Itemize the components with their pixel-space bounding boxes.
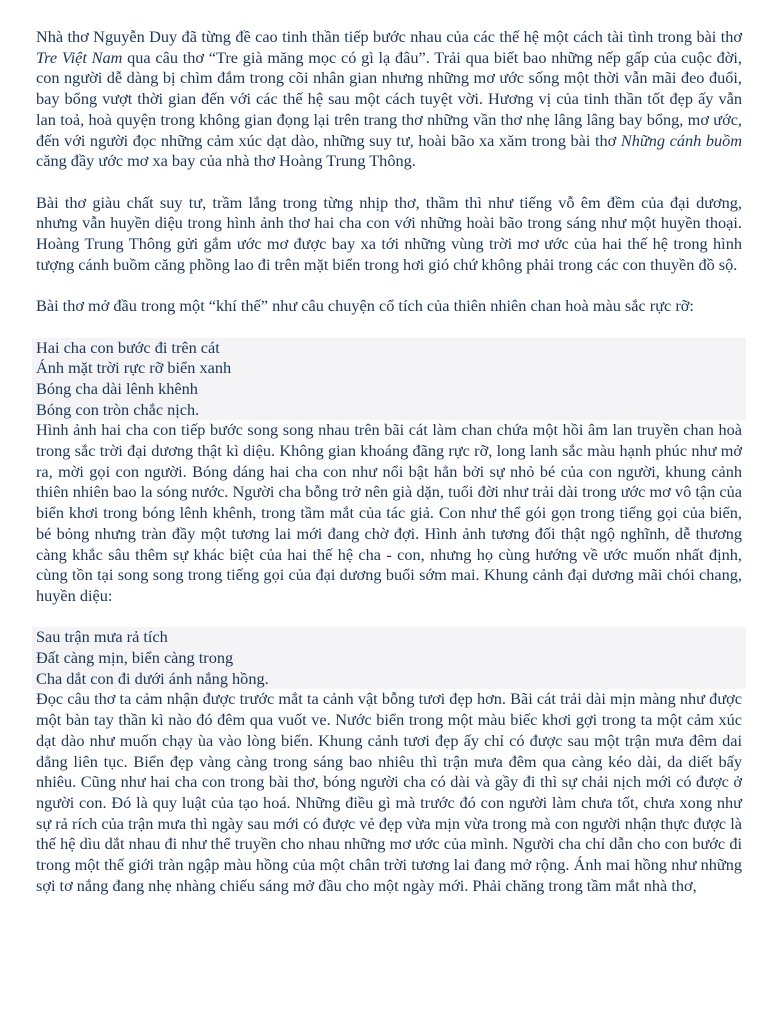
poem-quote-2 xyxy=(32,627,746,689)
poem-quote-1 xyxy=(32,338,746,421)
paragraph-intro xyxy=(36,27,742,172)
paragraph-gap xyxy=(36,172,742,193)
document-body xyxy=(36,27,742,896)
paragraph-text: Nhà thơ Nguyễn Duy đã từng đề cao tinh thần tiếp bước nhau của các thế hệ một cách tài tình trong bài thơ xyxy=(36,27,742,46)
paragraph-gap xyxy=(36,317,742,338)
poem-line: Bóng cha dài lênh khênh xyxy=(36,378,198,398)
paragraph-5: Đọc câu thơ ta cảm nhận được trước mắt ta cảnh vật bỗng tươi đẹp hơn. Bãi cát trải dài mịn màng như được một bàn tay thần kì nào đó đêm qua vuốt ve. Nước biển trong một màu biếc khơi gợi trong ta một cảm xúc dạt dào như muốn chạy ùa vào lòng biển. Khung cảnh tươi đẹp ấy chỉ có được sau một trận mưa đêm dai dẳng liên tục. Biển đẹp vàng càng trong sáng bao nhiêu thì trận mưa đêm qua càng kéo dài, da diết bấy nhiêu. Cũng như hai cha con trong bài thơ, bóng người cha có dài và gầy đi thì sự chải nịch mới có được ở người con. Đó là quy luật của tạo hoá. Những điều gì mà trước đó con người làm chưa tốt, chưa xong như sự rả rích của trận mưa thì ngày sau mới có được vẻ đẹp vừa mịn vừa trong mà con người nhận thực được là thế hệ dìu dắt nhau đi như thể truyền cho nhau những mơ ước của mình. Người cha chỉ dẫn cho con bước đi trong một thế giới tràn ngập màu hồng của một chân trời tương lai đang mở rộng. Ánh mai hồng như những sợi tơ nắng đang nhẹ nhàng chiếu sáng mở đầu cho một ngày mới. Phải chăng trong tầm mắt nhà thơ, xyxy=(36,689,742,895)
poem-title-tre-viet-nam: Tre Việt Nam xyxy=(36,47,123,67)
paragraph-3: Bài thơ mở đầu trong một “khí thế” như câu chuyện cổ tích của thiên nhiên chan hoà màu sắc rực rỡ: xyxy=(36,296,694,316)
poem-line: Ánh mặt trời rực rỡ biển xanh xyxy=(36,358,232,378)
poem-title-nhung-canh-buom: Những cánh buồm xyxy=(620,130,743,150)
poem-line: Hai cha con bước đi trên cát xyxy=(36,337,220,357)
paragraph-gap xyxy=(36,275,742,296)
poem-line: Cha dắt con đi dưới ánh nắng hồng. xyxy=(36,668,269,688)
poem-line: Sau trận mưa rả tích xyxy=(36,627,168,647)
paragraph-4: Hình ảnh hai cha con tiếp bước song song nhau trên bãi cát làm chan chứa một hồi âm lan truyền chan hoà trong sắc trời đại dương thật kì diệu. Không gian khoáng đãng rực rỡ, long lanh sắc màu hạnh phúc như mở ra, mời gọi con người. Bóng dáng hai cha con như nổi bật hẳn bởi sự nhỏ bé của con người, khung cảnh thiên nhiên bao la sóng nước. Người cha bỗng trở nên già dặn, tuổi đời như trải dài trong ước mơ vô tận của biển khơi trong bóng lênh khênh, trong tầm mắt của tác giả. Con như thể gói gọn trong tiếng gọi của biển, bé bỏng nhưng tràn đầy một tương lai mới đang chờ đợi. Hình ảnh tương đối thật ngộ nghĩnh, dễ thương càng khắc sâu thêm sự khác biệt của hai thế hệ cha - con, nhưng họ cùng hướng về ước muốn nhất định, cùng tồn tại song song trong tiếng gọi của đại dương buổi sớm mai. Khung cảnh đại dương mãi chói chang, huyền diệu: xyxy=(36,420,742,605)
poem-line: Bóng con tròn chắc nịch. xyxy=(36,399,200,419)
paragraph-2: Bài thơ giàu chất suy tư, trầm lắng trong từng nhịp thơ, thầm thì như tiếng vỗ êm đềm của đại dương, nhưng vẫn huyền diệu trong hình ảnh thơ hai cha con với những hoài bão trong sáng như một huyền thoại. Hoàng Trung Thông gửi gắm ước mơ được bay xa tới những vùng trời mơ ước của hai thế hệ trong hình tượng cánh buồm căng phồng lao đi trên mặt biển trong hơi gió chứ không phải trong các con thuyền đồ sộ. xyxy=(36,192,742,274)
paragraph-text: qua câu thơ “Tre già măng mọc có gì lạ đâu”. Trải qua biết bao những nếp gấp của cuộc đời, con người dễ dàng bị chìm đắm trong cõi nhân gian nhưng những mơ ước sống một thời vẫn mãi đeo đuổi, bay bổng vượt thời gian đến với các thế hệ sau một cách tuyệt vời. Hương vị của tinh thần tốt đẹp ấy vẫn lan toả, hoà quyện trong không gian đọng lại trên trang thơ những vần thơ nhẹ lâng lâng bay bổng, mơ ước, đến với người đọc những cảm xúc dạt dào, những suy tư, hoài bão xa xăm trong bài thơ xyxy=(36,47,742,150)
paragraph-gap xyxy=(36,607,742,628)
paragraph-text: căng đầy ước mơ xa bay của nhà thơ Hoàng Trung Thông. xyxy=(36,151,416,171)
poem-line: Đất càng mịn, biển càng trong xyxy=(36,648,234,668)
